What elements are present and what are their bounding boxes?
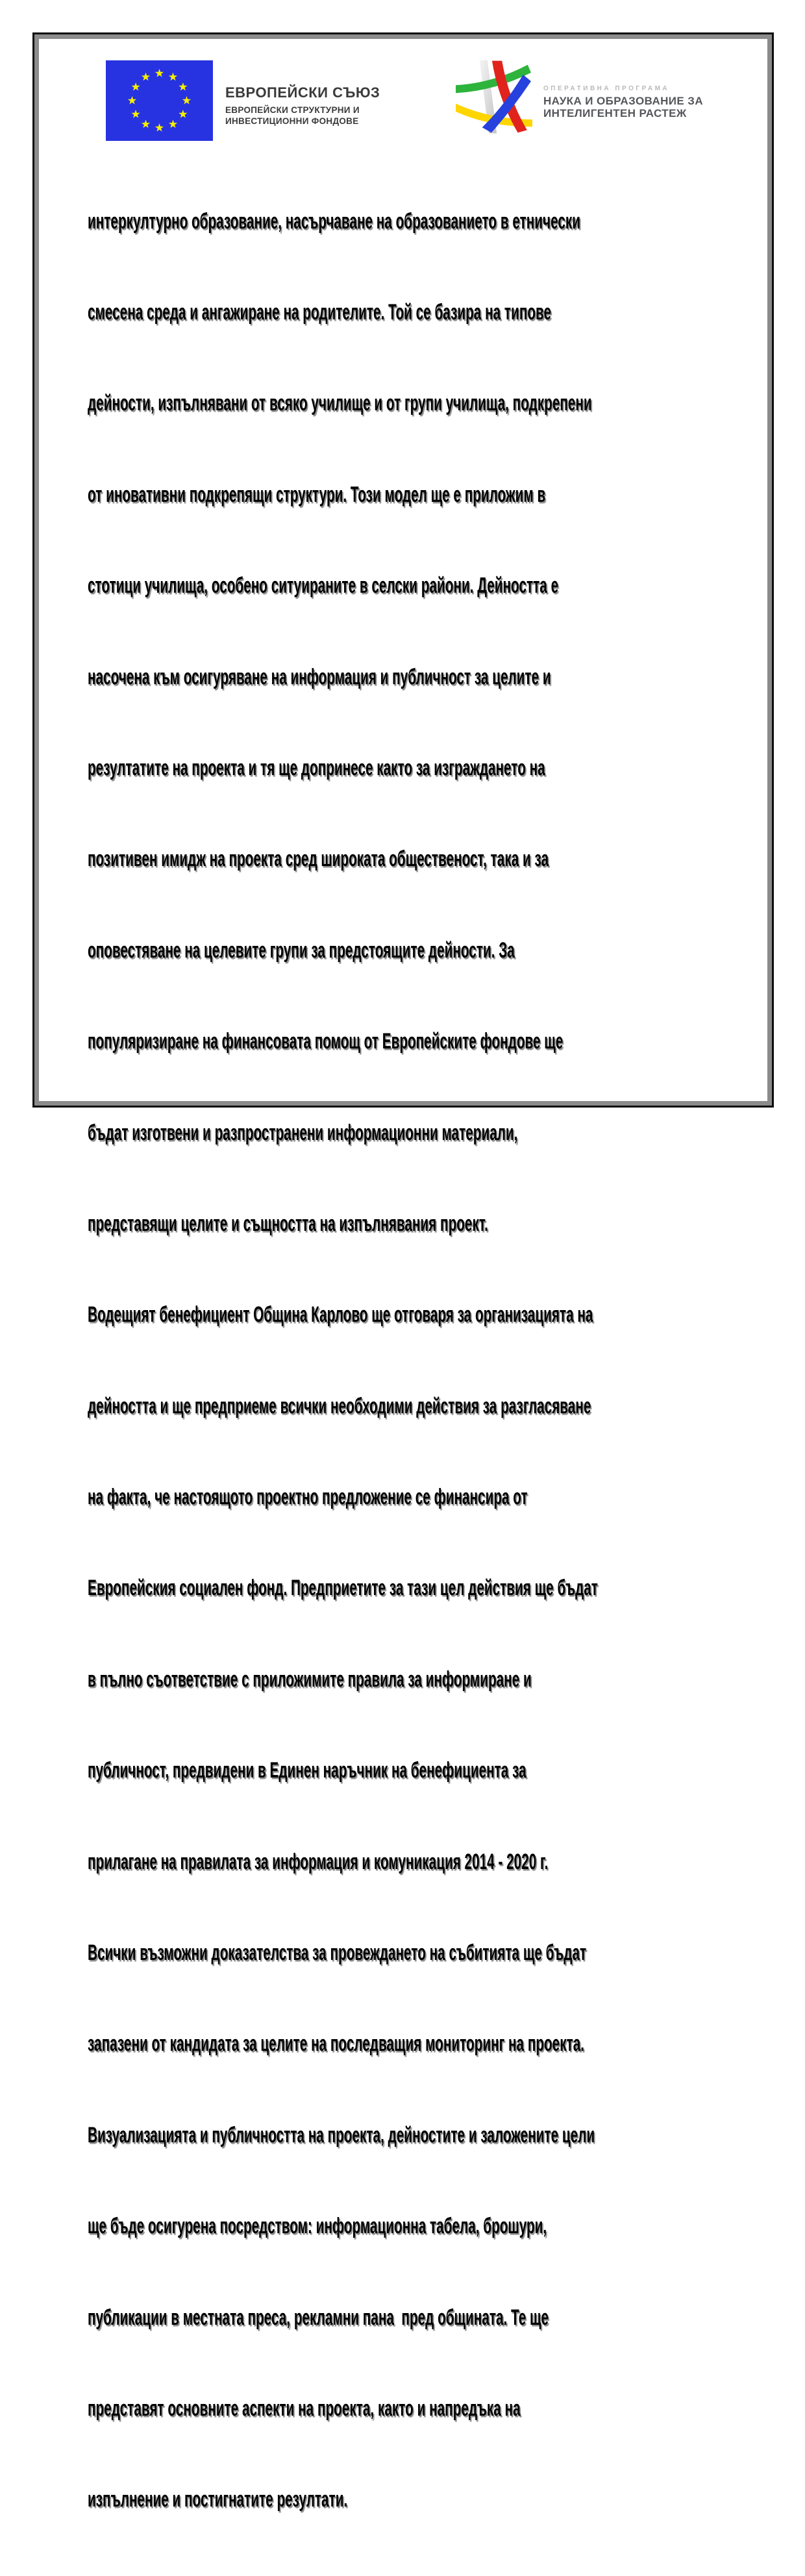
body-line: изпълнение и постигнатите резултати.: [88, 2487, 348, 2512]
body-line: представят основните аспекти на проекта, както и напредъка на: [88, 2396, 521, 2421]
body-line: публикации в местната преса, рекламни пана пред общината. Те ще: [88, 2305, 549, 2330]
body-line: Европейския социален фонд. Предприетите за тази цел действия ще бъдат: [88, 1576, 598, 1601]
body-line: представящи целите и същността на изпълнявания проект.: [88, 1211, 488, 1236]
body-line: Всички възможни доказателства за провеждането на събитията ще бъдат: [88, 1940, 587, 1966]
body-line: на факта, че настоящото проектно предложение се финансира от: [88, 1485, 528, 1510]
body-line: дейности, изпълнявани от всяко училище и от групи училища, подкрепени: [88, 391, 592, 416]
body-line: в пълно съответствие с приложимите правила за информиране и: [88, 1666, 532, 1692]
body-line: насочена към осигуряване на информация и публичност за целите и: [88, 664, 551, 689]
body-line: бъдат изготвени и разпространени информационни материали,: [88, 1120, 518, 1145]
body-line: от иновативни подкрепящи структури. Този модел ще е приложим в: [88, 482, 546, 507]
eu-logo-text: [225, 84, 380, 127]
body-line: Водещият бенефициент Община Карлово ще отговаря за организацията на: [88, 1302, 593, 1328]
body-line: популяризиране на финансовата помощ от Европейските фондове ще: [88, 1029, 564, 1054]
body-line: Визуализацията и публичността на проекта, дейностите и заложените цели: [88, 2122, 595, 2148]
op-logo-title-line2: ИНТЕЛИГЕНТЕН РАСТЕЖ: [543, 107, 687, 119]
op-logo-title-line1: НАУКА И ОБРАЗОВАНИЕ ЗА: [543, 95, 704, 107]
eu-logo-subtitle-line1: ЕВРОПЕЙСКИ СТРУКТУРНИ И: [225, 105, 360, 115]
eu-logo-subtitle-line2: ИНВЕСТИЦИОННИ ФОНДОВЕ: [225, 116, 359, 126]
document-body: [88, 145, 682, 2576]
body-line: позитивен имидж на проекта сред широката общественост, така и за: [88, 847, 549, 872]
body-line: стотици училища, особено ситуираните в селски райони. Дейността е: [88, 573, 559, 599]
body-line: ще бъде осигурена посредством: информационна табела, брошури,: [88, 2214, 547, 2239]
body-line: смесена среда и ангажиране на родителите. Той се базира на типове: [88, 299, 552, 325]
eu-flag-icon: [106, 60, 213, 141]
op-program-ribbons-icon: [454, 58, 534, 135]
op-logo-text: [543, 85, 703, 119]
body-line: оповестяване на целевите групи за предстоящите дейности. За: [88, 937, 515, 963]
eu-logo-title: ЕВРОПЕЙСКИ СЪЮЗ: [225, 84, 380, 101]
op-logo-kicker: ОПЕРАТИВНА ПРОГРАМА: [543, 85, 670, 92]
body-line: прилагане на правилата за информация и комуникация 2014 - 2020 г.: [88, 1849, 549, 1874]
body-line: дейността и ще предприеме всички необходими действия за разгласяване: [88, 1393, 591, 1418]
body-line: резултатите на проекта и тя ще допринесе както за изграждането на: [88, 755, 545, 780]
body-line: публичност, предвидени в Единен наръчник на бенефициента за: [88, 1758, 526, 1783]
body-line: запазени от кандидата за целите на последващия мониторинг на проекта.: [88, 2031, 585, 2057]
body-line: интеркултурно образование, насърчаване на образованието в етнически: [88, 208, 581, 234]
